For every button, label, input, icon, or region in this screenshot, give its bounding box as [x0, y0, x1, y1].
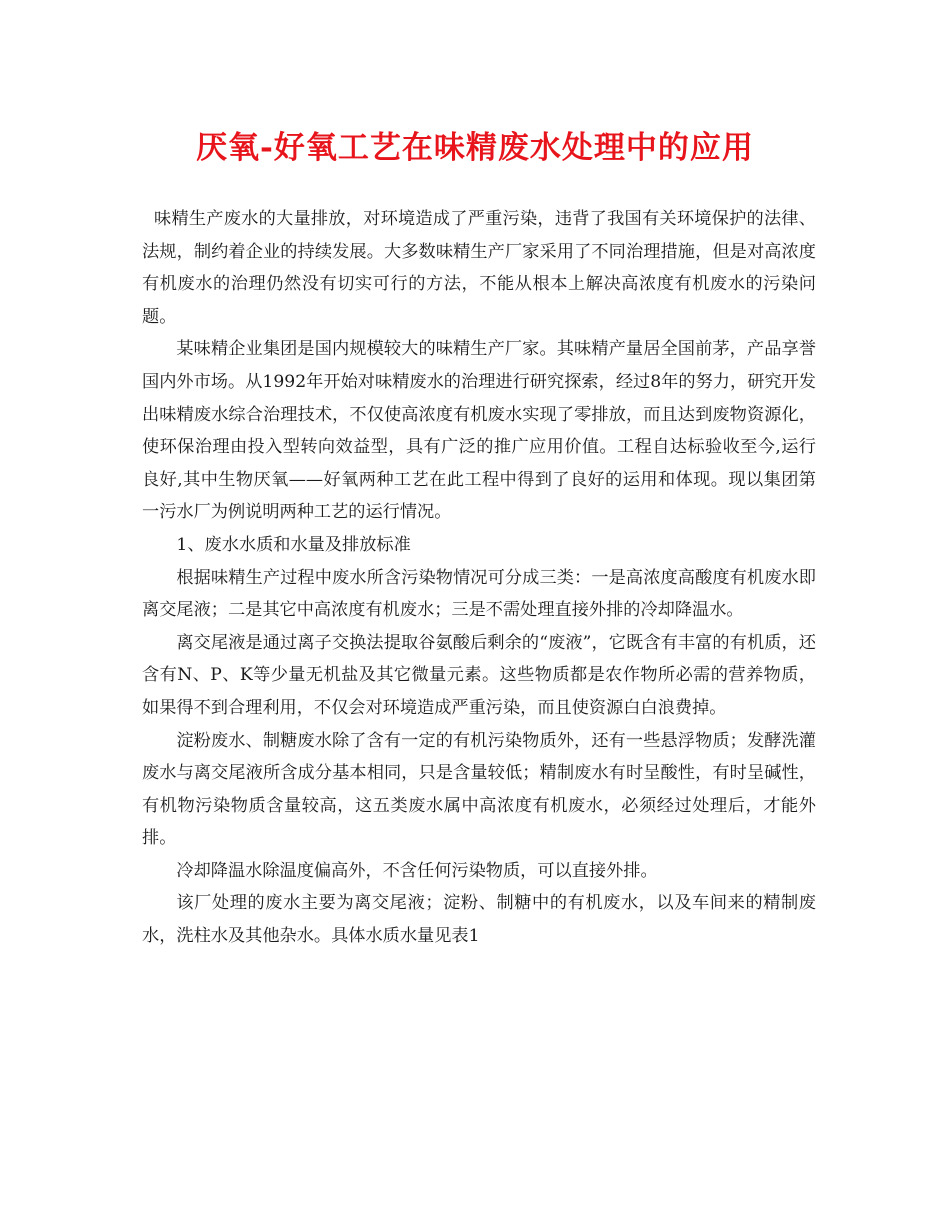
paragraph-enterprise: 某味精企业集团是国内规模较大的味精生产厂家。其味精产量居全国前茅，产品享誉国内外市场。从1992年开始对味精废水的治理进行研究探索，经过8年的努力，研究开发出味精废水综合治理技术，不仅使高浓度有机废水实现了零排放，而且达到废物资源化，使环保治理由投入型转向效益型，具有广泛的推广应用价值。工程自达标验收至今,运行良好,其中生物厌氧——好氧两种工艺在此工程中得到了良好的运用和体现。现以集团第一污水厂为例说明两种工艺的运行情况。 — [142, 339, 816, 523]
document-body — [142, 203, 816, 953]
section-heading-1: 1、废水水质和水量及排放标准 — [176, 534, 411, 555]
paragraph-plant-wastewater: 该厂处理的废水主要为离交尾液；淀粉、制糖中的有机废水，以及车间来的精制废水，洗柱水及其他杂水。具体水质水量见表1 — [142, 893, 816, 947]
paragraph-intro: 味精生产废水的大量排放，对环境造成了严重污染，违背了我国有关环境保护的法律、法规，制约着企业的持续发展。大多数味精生产厂家采用了不同治理措施，但是对高浓度有机废水的治理仍然没有切实可行的方法，不能从根本上解决高浓度有机废水的污染问题。 — [142, 209, 816, 327]
document-title: 厌氧-好氧工艺在味精废水处理中的应用 — [196, 130, 754, 166]
paragraph-ion-exchange: 离交尾液是通过离子交换法提取谷氨酸后剩余的“废液”，它既含有丰富的有机质，还含有N、P、K等少量无机盐及其它微量元素。这些物质都是农作物所必需的营养物质，如果得不到合理利用，不仅会对环境造成严重污染，而且使资源白白浪费掉。 — [142, 632, 816, 718]
paragraph-starch-sugar: 淀粉废水、制糖废水除了含有一定的有机污染物质外，还有一些悬浮物质；发酵洗灌废水与离交尾液所含成分基本相同，只是含量较低；精制废水有时呈酸性，有时呈碱性，有机物污染物质含量较高，这五类废水属中高浓度有机废水，必须经过处理后，才能外排。 — [142, 730, 816, 849]
paragraph-cooling-water: 冷却降温水除温度偏高外，不含任何污染物质，可以直接外排。 — [176, 860, 658, 881]
paragraph-classification: 根据味精生产过程中废水所含污染物情况可分成三类：一是高浓度高酸度有机废水即离交尾液；二是其它中高浓度有机废水；三是不需处理直接外排的冷却降温水。 — [142, 567, 816, 621]
